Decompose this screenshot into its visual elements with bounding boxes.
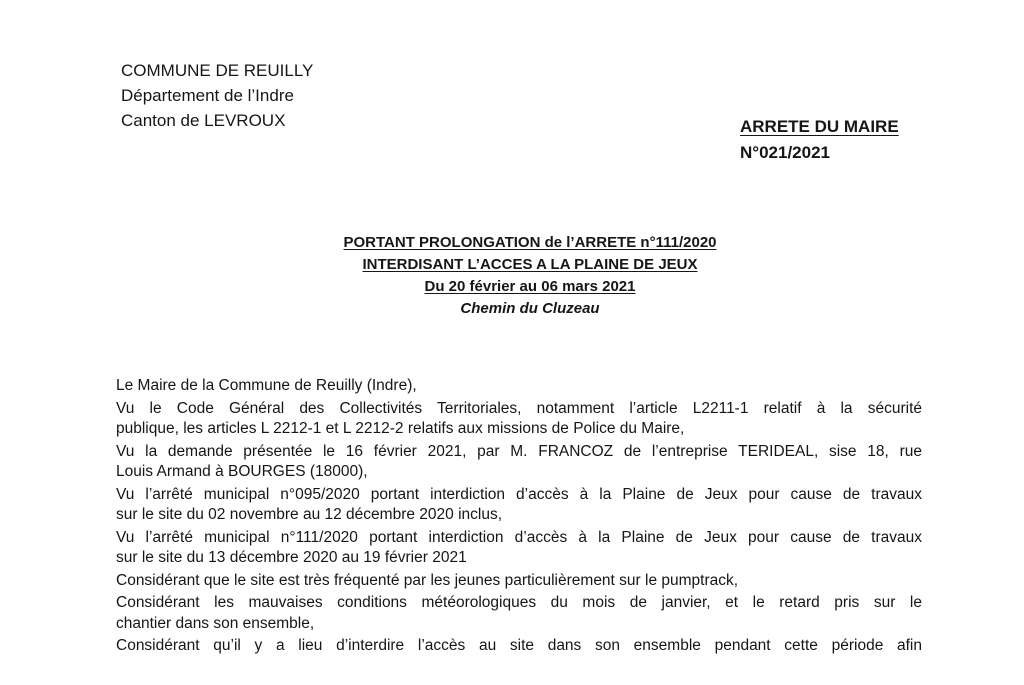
subject-location: Chemin du Cluzeau [460, 300, 600, 317]
subject-line-2: INTERDISANT L’ACCES A LA PLAINE DE JEUX [362, 256, 698, 273]
body-line: Louis Armand à BOURGES (18000), [116, 463, 368, 480]
body-text [116, 376, 922, 659]
subject-dates: Du 20 février au 06 mars 2021 [424, 278, 636, 295]
body-paragraph-5 [116, 528, 922, 569]
body-paragraph-7 [116, 593, 922, 634]
commune-name: COMMUNE DE REUILLY [121, 61, 314, 80]
body-line: sur le site du 13 décembre 2020 au 19 février 2021 [116, 549, 467, 566]
body-paragraph-6: Considérant que le site est très fréquenté par les jeunes particulièrement sur le pumptrack, [116, 571, 739, 589]
arrete-title: ARRETE DU MAIRE [740, 117, 899, 136]
subject-block [220, 232, 840, 320]
body-line: Vu le Code Général des Collectivités Territoriales, notamment l’article L2211-1 relatif à la sécurité [116, 399, 922, 417]
body-line: chantier dans son ensemble, [116, 614, 315, 632]
body-line: Considérant les mauvaises conditions météorologiques du mois de janvier, et le retard pris sur le [116, 594, 922, 611]
body-line: sur le site du 02 novembre au 12 décembre 2020 inclus, [116, 506, 503, 523]
subject-line-1: PORTANT PROLONGATION de l’ARRETE n°111/2020 [343, 234, 717, 251]
body-line: Considérant qu’il y a lieu d’interdire l’accès au site dans son ensemble pendant cette période afin [116, 637, 922, 654]
issuer-block [121, 58, 313, 133]
body-line: Vu l’arrêté municipal n°095/2020 portant interdiction d’accès à la Plaine de Jeux pour cause de travaux [116, 485, 922, 503]
body-line: Vu la demande présentée le 16 février 2021, par M. FRANCOZ de l’entreprise TERIDEAL, sise 18, rue [116, 442, 922, 460]
body-paragraph-3 [116, 442, 922, 483]
canton-name: Canton de LEVROUX [121, 111, 286, 130]
body-paragraph-4 [116, 485, 922, 526]
body-paragraph-2 [116, 399, 922, 440]
arrete-block [740, 114, 899, 166]
arrete-number: N°021/2021 [740, 143, 830, 162]
body-line: publique, les articles L 2212-1 et L 2212-2 relatifs aux missions de Police du Maire, [116, 420, 685, 437]
body-line: Vu l’arrêté municipal n°111/2020 portant interdiction d’accès à la Plaine de Jeux pour cause de travaux [116, 528, 922, 546]
body-paragraph-1: Le Maire de la Commune de Reuilly (Indre), [116, 377, 417, 394]
departement-name: Département de l’Indre [121, 86, 294, 105]
body-paragraph-8 [116, 636, 922, 657]
